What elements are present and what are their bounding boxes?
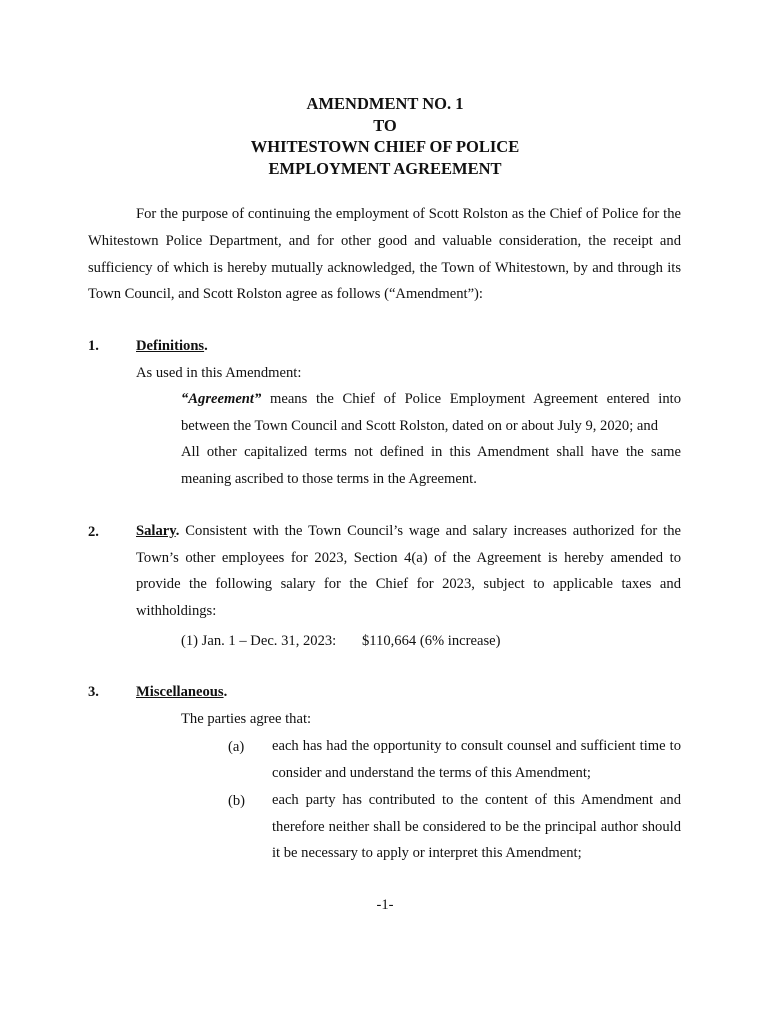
section-3-heading-text: Miscellaneous [136,684,224,700]
section-1-number: 1. [88,338,99,354]
section-3-number: 3. [88,684,99,700]
section-1-lead: As used in this Amendment: [136,365,302,381]
section-3-lead: The parties agree that: [181,711,312,727]
section-2-text: Consistent with the Town Council’s wage and salary increases authorized for the Town’s other employees for 2023, Section 4(a) of the Agreement is hereby amended to provide the following salary for the Chief for 2023, subject to applicable taxes and withholdings: [136,523,681,619]
list-item-label: (b) [228,793,246,809]
title-line-4: EMPLOYMENT AGREEMENT [268,158,502,178]
title-line-3: WHITESTOWN CHIEF OF POLICE [250,137,520,156]
title-line-2: TO [373,115,397,135]
title-line-1: AMENDMENT NO. 1 [306,94,464,113]
intro-paragraph: For the purpose of continuing the employment of Scott Rolston as the Chief of Police for the Whitestown Police Department, and for other good and valuable consideration, the receipt and sufficiency of which is hereby mutually acknowledged, the Town of Whitestown, by and through its Town Council, and Scott Rolston agree as follows (“Amendment”): [88,206,681,303]
page-number: -1- [376,897,394,913]
section-3-heading-punct: . [223,684,228,700]
salary-item-label: (1) Jan. 1 – Dec. 31, 2023: [181,633,337,649]
section-1-heading-punct: . [204,338,208,354]
definition-other-terms: All other capitalized terms not defined in this Amendment shall have the same meaning ascribed to those terms in the Agreement. [181,444,681,487]
list-item-label: (a) [228,739,245,755]
definition-term: “Agreement” [181,391,262,407]
document-title [0,93,770,179]
section-2-heading-punct: . [175,523,180,539]
section-1-heading [136,338,208,355]
section-1-heading-text: Definitions [136,338,205,354]
list-item-text: each party has contributed to the content of this Amendment and therefore neither shall be considered to be the principal author should it be necessary to apply or interpret this Amendment; [272,792,681,862]
salary-item-amount: $110,664 (6% increase) [362,633,501,649]
definition-text: means the Chief of Police Employment Agreement entered into between the Town Council and Scott Rolston, dated on or about July 9, 2020; and [181,391,681,434]
section-2-paragraph [136,518,681,624]
list-item-text: each has had the opportunity to consult counsel and sufficient time to consider and understand the terms of this Amendment; [272,738,681,781]
section-2-number: 2. [88,524,99,540]
section-3-heading [136,684,227,701]
definition-agreement [181,386,681,439]
section-2-heading: Salary [136,523,176,539]
